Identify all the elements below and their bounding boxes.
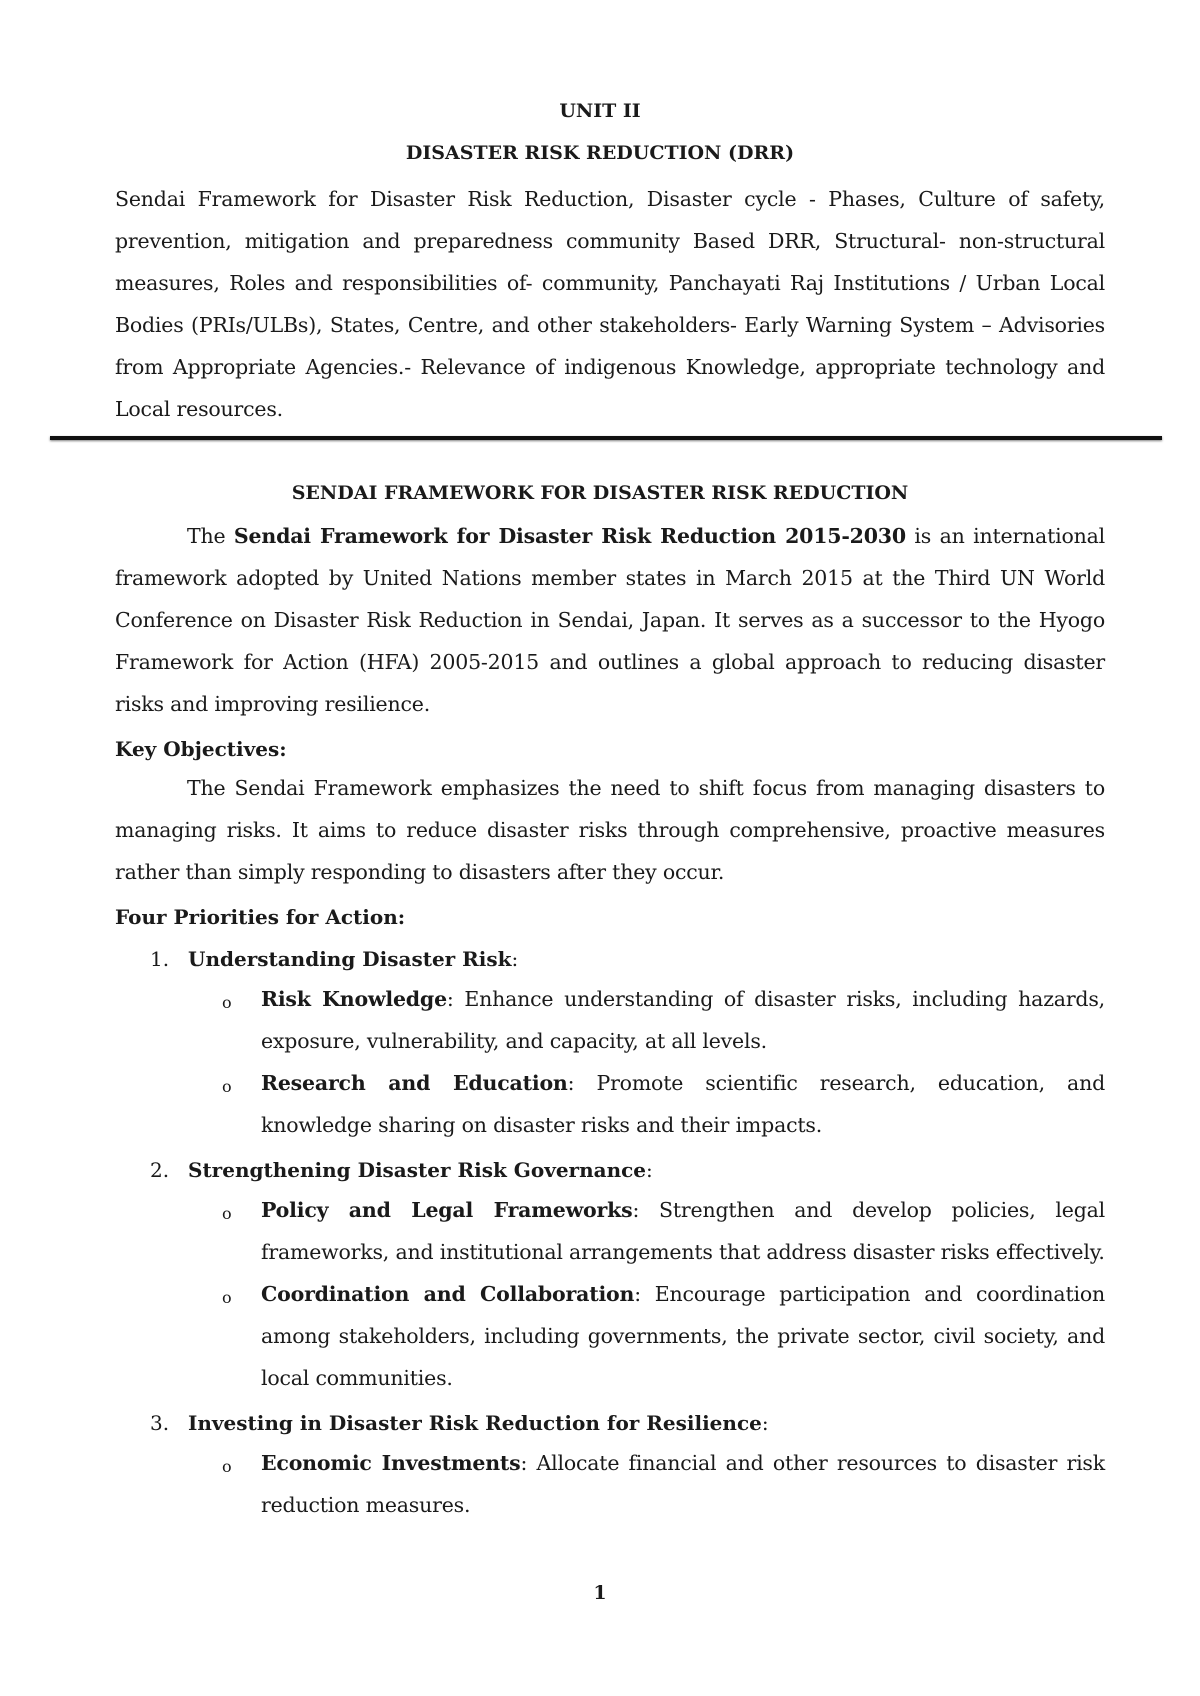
bullet-marker: o [222,993,232,1012]
intro-framework-name: Sendai Framework for Disaster Risk Reduction 2015-2030 [233,524,906,548]
item-term: Research and Education [261,1071,568,1095]
priority-title-text: Strengthening Disaster Risk Governance [188,1158,647,1182]
priority-colon: : [646,1158,653,1182]
priority-item [261,1442,1105,1526]
unit-label: UNIT II [559,100,641,122]
item-term: Economic Investments [261,1451,521,1475]
priority-item [261,1189,1105,1273]
item-term: Coordination and Collaboration [261,1282,635,1306]
item-desc: : Strengthen and develop policies, legal frameworks, and institutional arrangements that address disaster risks effectively. [261,1198,1105,1264]
page-number: 1 [593,1582,607,1604]
item-desc: : Promote scientific research, education, and knowledge sharing on disaster risks and their impacts. [261,1071,1105,1137]
intro-lead: The [187,524,234,548]
priority-title [188,1158,653,1182]
intro-paragraph [115,515,1105,725]
priority-title [188,1411,769,1435]
priority-title-text: Understanding Disaster Risk [188,947,512,971]
item-desc: : Allocate financial and other resources to disaster risk reduction measures. [261,1451,1105,1517]
key-objectives-paragraph: The Sendai Framework emphasizes the need to shift focus from managing disasters to managing risks. It aims to reduce disaster risks through comprehensive, proactive measures rather than simply responding to disasters after they occur. [115,776,1105,884]
syllabus-paragraph: Sendai Framework for Disaster Risk Reduction, Disaster cycle - Phases, Culture of safety, prevention, mitigation and preparedness community Based DRR, Structural- non-structural measures, Roles and responsibilities of- community, Panchayati Raj Institutions / Urban Local Bodies (PRIs/ULBs), States, Centre, and other stakeholders- Early Warning System – Advisories from Appropriate Agencies.- Relevance of indigenous Knowledge, appropriate technology and Local resources. [115,187,1105,421]
priority-colon: : [511,947,519,971]
priorities-heading: Four Priorities for Action: [115,905,406,929]
priority-item [261,1062,1105,1146]
unit-title: DISASTER RISK REDUCTION (DRR) [405,142,795,164]
item-term: Policy and Legal Frameworks [261,1198,633,1222]
priority-number: 3. [150,1411,170,1435]
priority-item [261,1273,1105,1399]
item-term: Risk Knowledge [261,987,447,1011]
intro-rest: is an international framework adopted by United Nations member states in March 2015 at the Third UN World Conference on Disaster Risk Reduction in Sendai, Japan. It serves as a successor to the Hyogo Framework for Action (HFA) 2005-2015 and outlines a global approach to reducing disaster risks and improving resilience. [115,524,1106,716]
priority-title-text: Investing in Disaster Risk Reduction for Resilience [188,1411,762,1435]
priority-title [188,947,518,971]
item-desc: : Enhance understanding of disaster risks, including hazards, exposure, vulnerability, and capacity, at all levels. [261,987,1105,1053]
bullet-marker: o [222,1288,232,1307]
priority-number: 2. [150,1158,170,1182]
bullet-marker: o [222,1457,232,1476]
priority-number: 1. [150,947,170,971]
priority-item [261,978,1105,1062]
item-desc: : Encourage participation and coordination among stakeholders, including governments, the private sector, civil society, and local communities. [261,1282,1105,1390]
bullet-marker: o [222,1077,232,1096]
section-title: SENDAI FRAMEWORK FOR DISASTER RISK REDUCTION [291,482,909,504]
bullet-marker: o [222,1204,232,1223]
key-objectives-heading: Key Objectives: [115,737,287,761]
divider-rule [50,436,1162,440]
priority-colon: : [761,1411,769,1435]
